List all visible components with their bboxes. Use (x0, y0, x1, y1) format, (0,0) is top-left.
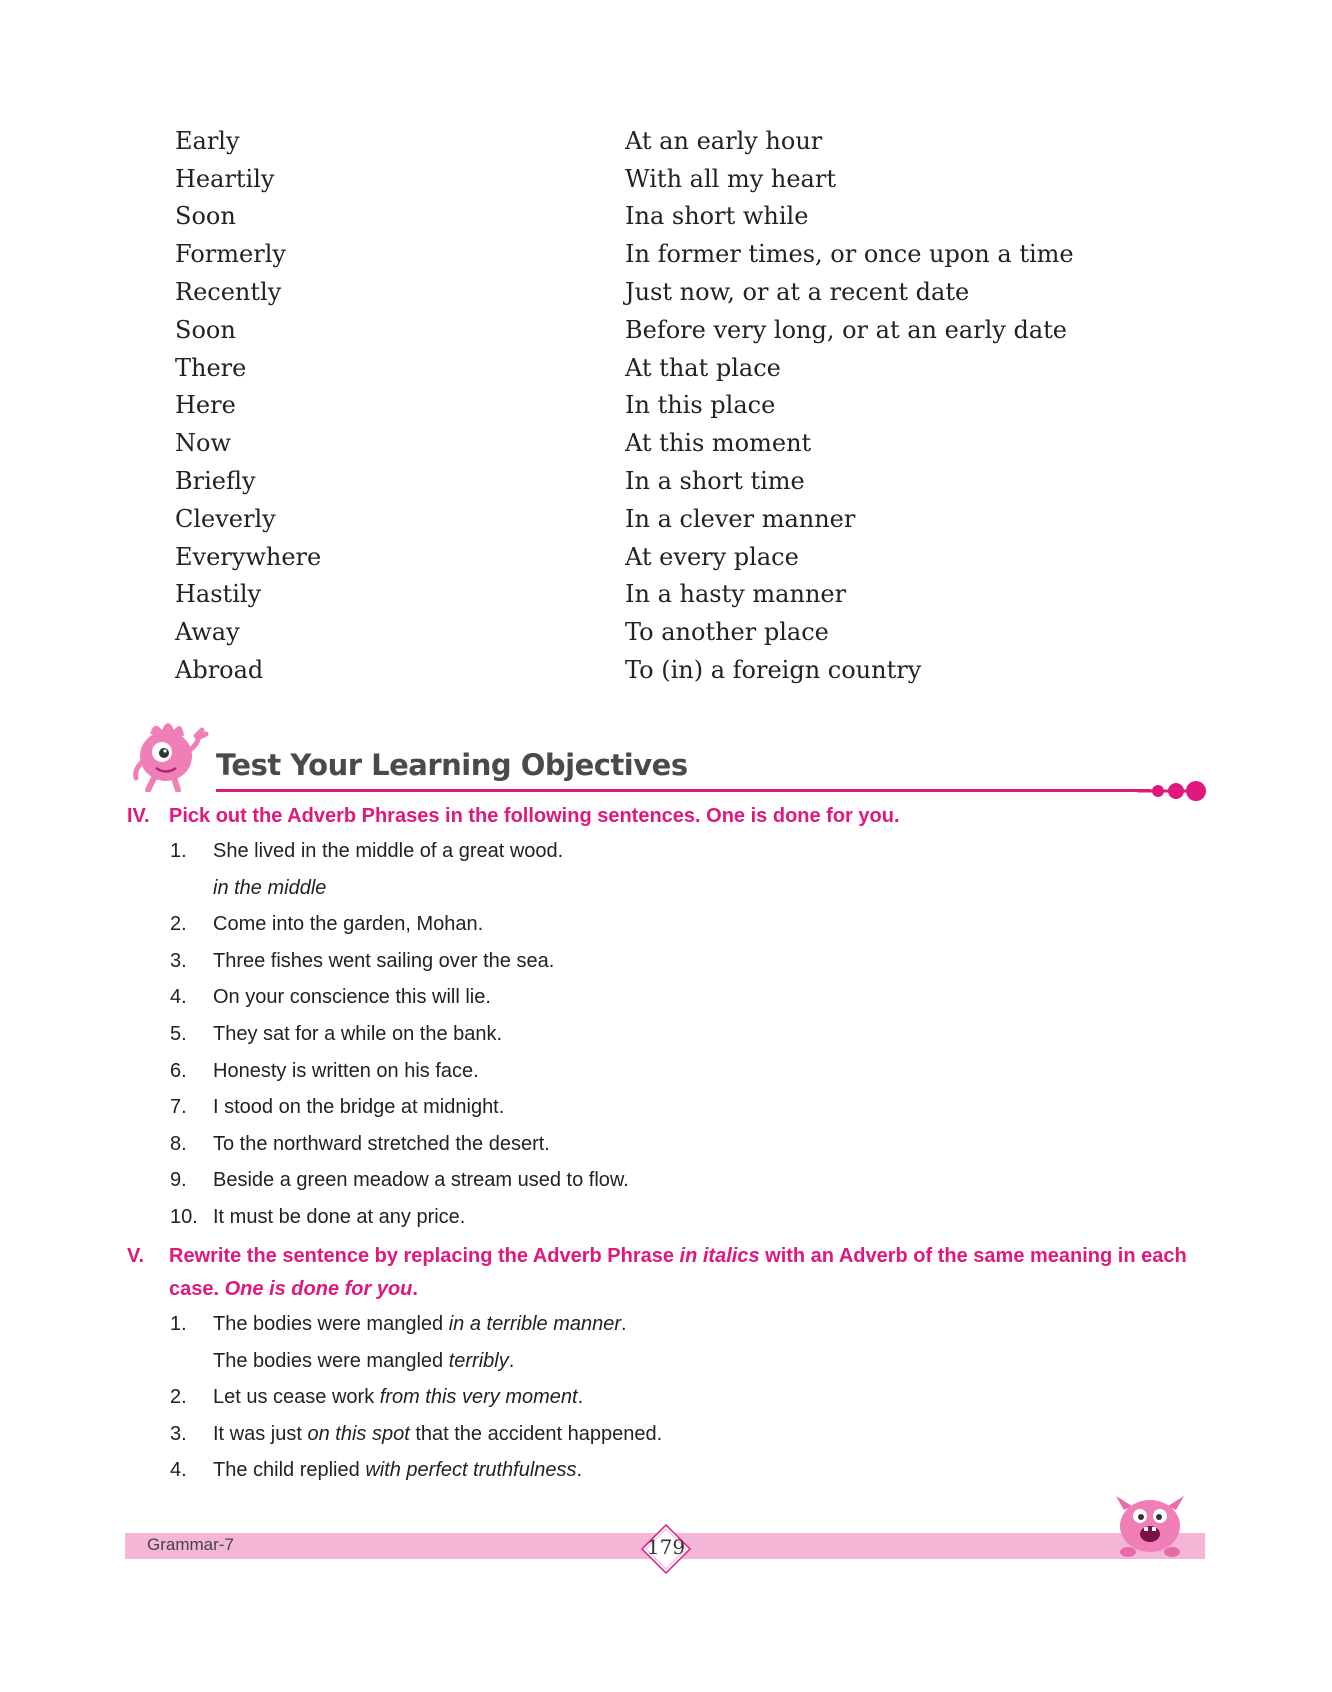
item-text-part: The bodies were mangled (213, 1313, 449, 1335)
question-text-italic: in italics (679, 1245, 760, 1267)
adverb-meaning: Before very long, or at an early date (625, 315, 1067, 344)
list-item (175, 424, 1075, 462)
item-text-part: The child replied (213, 1459, 366, 1482)
adverb-meaning: In a clever manner (625, 504, 856, 533)
item-text-part: that the accident happened. (409, 1422, 663, 1445)
list-item (175, 462, 1075, 500)
item-number: 10. (170, 1205, 198, 1228)
question-text-part: . (412, 1278, 418, 1300)
item-text (213, 1306, 1217, 1343)
item-text-part: . (576, 1459, 583, 1482)
adverb-meaning: At that place (625, 353, 781, 382)
list-item (175, 576, 1075, 614)
list-item (175, 387, 1075, 425)
adverb-word: Early (175, 126, 240, 155)
adverb-word: Recently (175, 278, 282, 307)
item-number: 2. (170, 1386, 187, 1409)
question-heading (127, 800, 1217, 833)
adverb-word: Hastily (175, 580, 262, 609)
item-text: It must be done at any price. (213, 1205, 466, 1228)
list-item (170, 979, 1217, 1016)
list-item (170, 1016, 1217, 1053)
book-title: Grammar-7 (147, 1535, 234, 1554)
item-number: 1. (170, 840, 187, 862)
question-items (170, 833, 1217, 1236)
list-item (175, 273, 1075, 311)
item-text (213, 1379, 1217, 1416)
item-number: 8. (170, 1132, 187, 1155)
list-item (170, 1306, 1217, 1343)
adverb-meaning: At every place (625, 542, 799, 571)
adverb-word: Cleverly (175, 504, 276, 533)
adverb-word: Formerly (175, 240, 286, 269)
adverb-meaning: In a hasty manner (625, 580, 847, 609)
question-heading (127, 1240, 1217, 1306)
list-item (175, 235, 1075, 273)
item-text: Beside a green meadow a stream used to flow. (213, 1169, 629, 1192)
adverb-meaning: With all my heart (625, 164, 836, 193)
list-item (170, 1416, 1217, 1453)
page-number-box (641, 1524, 691, 1574)
item-text: She lived in the middle of a great wood. (213, 840, 564, 862)
list-item (175, 160, 1075, 198)
item-number: 3. (170, 949, 187, 972)
adverb-meaning: At this moment (625, 429, 812, 458)
item-text (213, 1416, 1217, 1453)
list-item (175, 651, 1075, 689)
adverb-word: Soon (175, 202, 236, 231)
adverb-meaning: Just now, or at a recent date (625, 278, 970, 307)
adverb-phrase: on this spot (307, 1422, 410, 1445)
item-text: Come into the garden, Mohan. (213, 913, 484, 936)
example-adverb: terribly (448, 1349, 509, 1372)
question-text-part: with an Adverb of the same meaning in each case. (169, 1245, 1187, 1300)
item-number: 3. (170, 1422, 187, 1445)
monster-mascot-icon (1110, 1488, 1190, 1560)
question-text-part: Rewrite the sentence by replacing the Adverb Phrase (169, 1245, 680, 1267)
adverb-phrase: from this very moment (379, 1386, 578, 1409)
list-item (175, 349, 1075, 387)
adverb-word: Heartily (175, 164, 275, 193)
item-number: 1. (170, 1313, 187, 1335)
list-item (175, 198, 1075, 236)
list-item (170, 833, 1217, 870)
question-text: Pick out the Adverb Phrases in the following sentences. One is done for you. (169, 805, 900, 827)
list-item (175, 538, 1075, 576)
banner-title: Test Your Learning Objectives (216, 748, 688, 782)
question-number: IV. (127, 805, 150, 827)
page-number: 179 (646, 1535, 686, 1559)
list-item (170, 1379, 1217, 1416)
question-items (170, 1306, 1217, 1489)
item-number: 4. (170, 986, 187, 1009)
list-item (170, 1089, 1217, 1126)
item-text-part: . (577, 1386, 584, 1409)
list-item (175, 311, 1075, 349)
item-text: On your conscience this will lie. (213, 986, 491, 1009)
example-text-part: . (508, 1349, 515, 1372)
item-text (213, 1452, 1217, 1489)
adverb-meaning: At an early hour (625, 126, 823, 155)
item-number: 5. (170, 1022, 187, 1045)
item-number: 4. (170, 1459, 187, 1482)
item-number: 6. (170, 1059, 187, 1082)
item-text: To the northward stretched the desert. (213, 1132, 550, 1155)
list-item (170, 943, 1217, 980)
item-number: 2. (170, 913, 187, 936)
adverb-meaning: Ina short while (625, 202, 809, 231)
adverb-word: Briefly (175, 467, 256, 496)
adverb-word: Everywhere (175, 542, 322, 571)
item-text: They sat for a while on the bank. (213, 1022, 503, 1045)
item-text-part: It was just (213, 1422, 308, 1445)
item-text: Three fishes went sailing over the sea. (213, 949, 555, 972)
item-number: 9. (170, 1169, 187, 1192)
item-text-part: Let us cease work (213, 1386, 380, 1409)
adverb-meaning: To (in) a foreign country (625, 656, 922, 685)
adverb-word: There (175, 353, 247, 382)
adverb-phrase: in a terrible manner (448, 1313, 622, 1335)
adverb-meaning-list (175, 122, 1075, 689)
list-item (175, 613, 1075, 651)
list-item (175, 500, 1075, 538)
adverb-word: Now (175, 429, 231, 458)
example-answer (213, 1343, 1217, 1380)
list-item (170, 1126, 1217, 1163)
adverb-meaning: In former times, or once upon a time (625, 240, 1074, 269)
banner-rule (216, 789, 1151, 792)
question-number: V. (127, 1245, 145, 1267)
item-number: 7. (170, 1096, 187, 1119)
question-text-italic: One is done for you (224, 1278, 413, 1300)
adverb-word: Away (175, 618, 240, 647)
item-text: Honesty is written on his face. (213, 1059, 479, 1082)
adverb-phrase: with perfect truthfulness (365, 1459, 577, 1482)
section-banner (128, 712, 1206, 792)
question-v (127, 1240, 1217, 1489)
example-text-part: The bodies were mangled (213, 1349, 449, 1372)
adverb-word: Abroad (175, 656, 264, 685)
list-item (170, 1162, 1217, 1199)
example-answer: in the middle (213, 876, 327, 899)
item-text: I stood on the bridge at midnight. (213, 1096, 505, 1119)
adverb-meaning: In this place (625, 391, 776, 420)
item-text-part: . (621, 1313, 627, 1335)
question-iv (127, 800, 1217, 1236)
question-text (169, 1240, 1217, 1306)
mascot-icon (128, 712, 218, 792)
adverb-meaning: To another place (625, 618, 829, 647)
list-item (175, 122, 1075, 160)
adverb-meaning: In a short time (625, 467, 805, 496)
list-item (170, 1053, 1217, 1090)
list-item (170, 1452, 1217, 1489)
list-item (170, 906, 1217, 943)
adverb-word: Here (175, 391, 236, 420)
adverb-word: Soon (175, 315, 236, 344)
list-item (170, 1199, 1217, 1236)
